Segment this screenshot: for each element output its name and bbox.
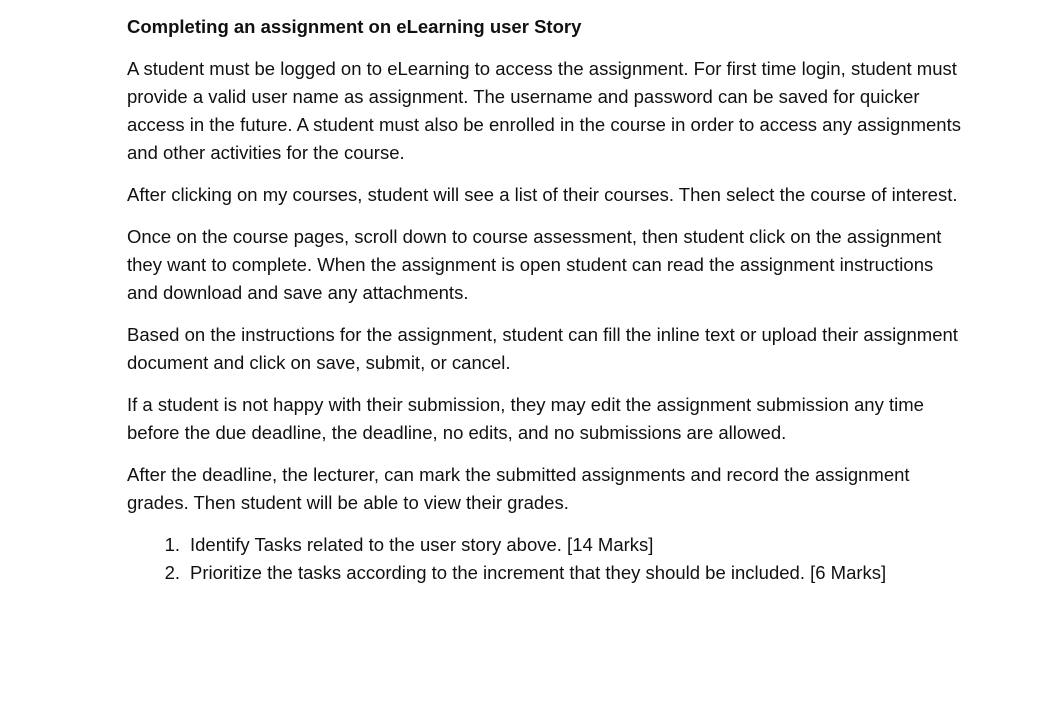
list-item-number: 2.	[164, 562, 180, 583]
paragraph-submission-options: Based on the instructions for the assignment, student can fill the inline text or upload their assignment document and click on save, submit, or cancel.	[127, 324, 958, 373]
paragraph-grading: After the deadline, the lecturer, can mark the submitted assignments and record the assignment grades. Then student will be able to view their grades.	[127, 464, 910, 513]
paragraph-login-requirements: A student must be logged on to eLearning to access the assignment. For first time login, student must provide a valid user name as assignment. The username and password can be saved for quicker access in the future. A student must also be enrolled in the course in order to access any assignments and other activities for the course.	[127, 58, 961, 163]
list-item-text: Prioritize the tasks according to the increment that they should be included. [6 Marks]	[190, 562, 887, 583]
list-item	[127, 559, 967, 587]
list-item-text: Identify Tasks related to the user story above. [14 Marks]	[190, 534, 654, 555]
document-title: Completing an assignment on eLearning user Story	[127, 16, 582, 37]
paragraph-course-pages: Once on the course pages, scroll down to course assessment, then student click on the assignment they want to complete. When the assignment is open student can read the assignment instructions and download and save any attachments.	[127, 226, 942, 303]
paragraph-edit-submission: If a student is not happy with their submission, they may edit the assignment submission any time before the due deadline, the deadline, no edits, and no submissions are allowed.	[127, 394, 924, 443]
list-item-number: 1.	[164, 534, 180, 555]
task-list	[127, 531, 967, 587]
document-page	[127, 13, 967, 587]
paragraph-my-courses: After clicking on my courses, student will see a list of their courses. Then select the course of interest.	[127, 184, 958, 205]
list-item	[127, 531, 967, 559]
